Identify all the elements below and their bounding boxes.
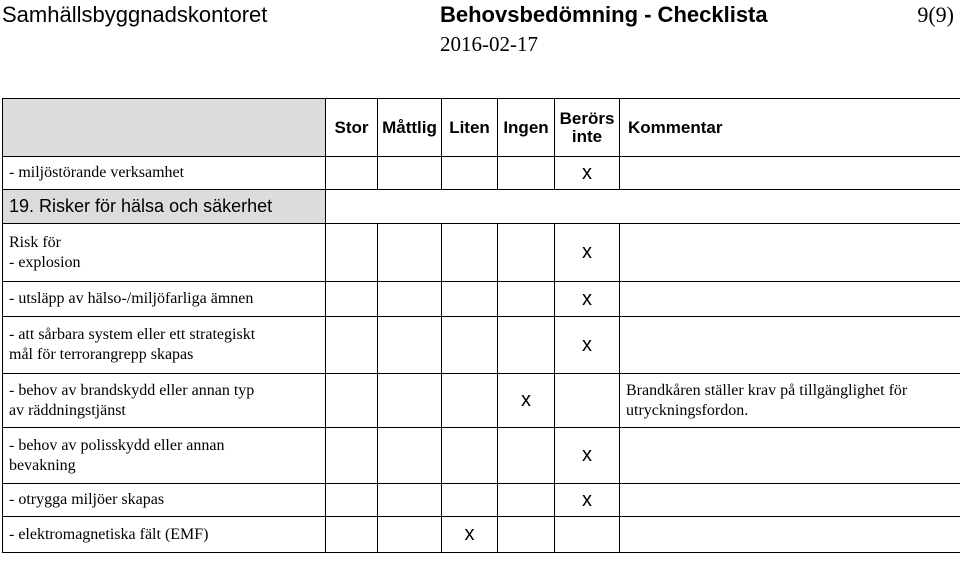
- header-blank-cell: [3, 99, 326, 157]
- berors-inte-mark: x: [555, 157, 620, 190]
- berors-inte-mark: x: [555, 282, 620, 317]
- row-label: - miljöstörande verksamhet: [3, 157, 326, 190]
- ingen-mark: x: [498, 374, 555, 428]
- table-header-row: [3, 99, 960, 157]
- column-header-mattlig: Måttlig: [378, 99, 442, 157]
- table-row: [3, 374, 960, 428]
- row-label: - behov av polisskydd eller annan bevakning: [3, 428, 326, 484]
- table-row: [3, 157, 960, 190]
- column-header-liten: Liten: [442, 99, 498, 157]
- berors-inte-mark: x: [555, 484, 620, 517]
- column-header-kommentar: Kommentar: [620, 99, 960, 157]
- row-label: - utsläpp av hälso-/miljöfarliga ämnen: [3, 282, 326, 317]
- row-comment: Brandkåren ställer krav på tillgänglighet för utryckningsfordon.: [620, 374, 960, 428]
- document-date: 2016-02-17: [440, 32, 538, 56]
- table-row: [3, 317, 960, 374]
- table-row: [3, 517, 960, 553]
- row-label: - att sårbara system eller ett strategiskt mål för terrorangrepp skapas: [3, 317, 326, 374]
- section-title: 19. Risker för hälsa och säkerhet: [3, 190, 326, 224]
- row-label: - elektromagnetiska fält (EMF): [3, 517, 326, 553]
- berors-inte-mark: x: [555, 224, 620, 282]
- berors-inte-mark: x: [555, 317, 620, 374]
- liten-mark: x: [442, 517, 498, 553]
- row-label: - behov av brandskydd eller annan typ av räddningstjänst: [3, 374, 326, 428]
- page-number: 9(9): [917, 2, 954, 27]
- column-header-ingen: Ingen: [498, 99, 555, 157]
- table-row: [3, 224, 960, 282]
- checklist-table: [2, 98, 960, 553]
- berors-inte-mark: x: [555, 428, 620, 484]
- table-row: [3, 282, 960, 317]
- section-row: [3, 190, 960, 224]
- row-label: - otrygga miljöer skapas: [3, 484, 326, 517]
- table-row: [3, 484, 960, 517]
- table-row: [3, 428, 960, 484]
- column-header-berors-inte: Berörs inte: [555, 99, 620, 157]
- column-header-stor: Stor: [326, 99, 378, 157]
- row-label: Risk för - explosion: [3, 224, 326, 282]
- document-title: Behovsbedömning - Checklista: [440, 2, 768, 27]
- organization-name: Samhällsbyggnadskontoret: [2, 2, 268, 27]
